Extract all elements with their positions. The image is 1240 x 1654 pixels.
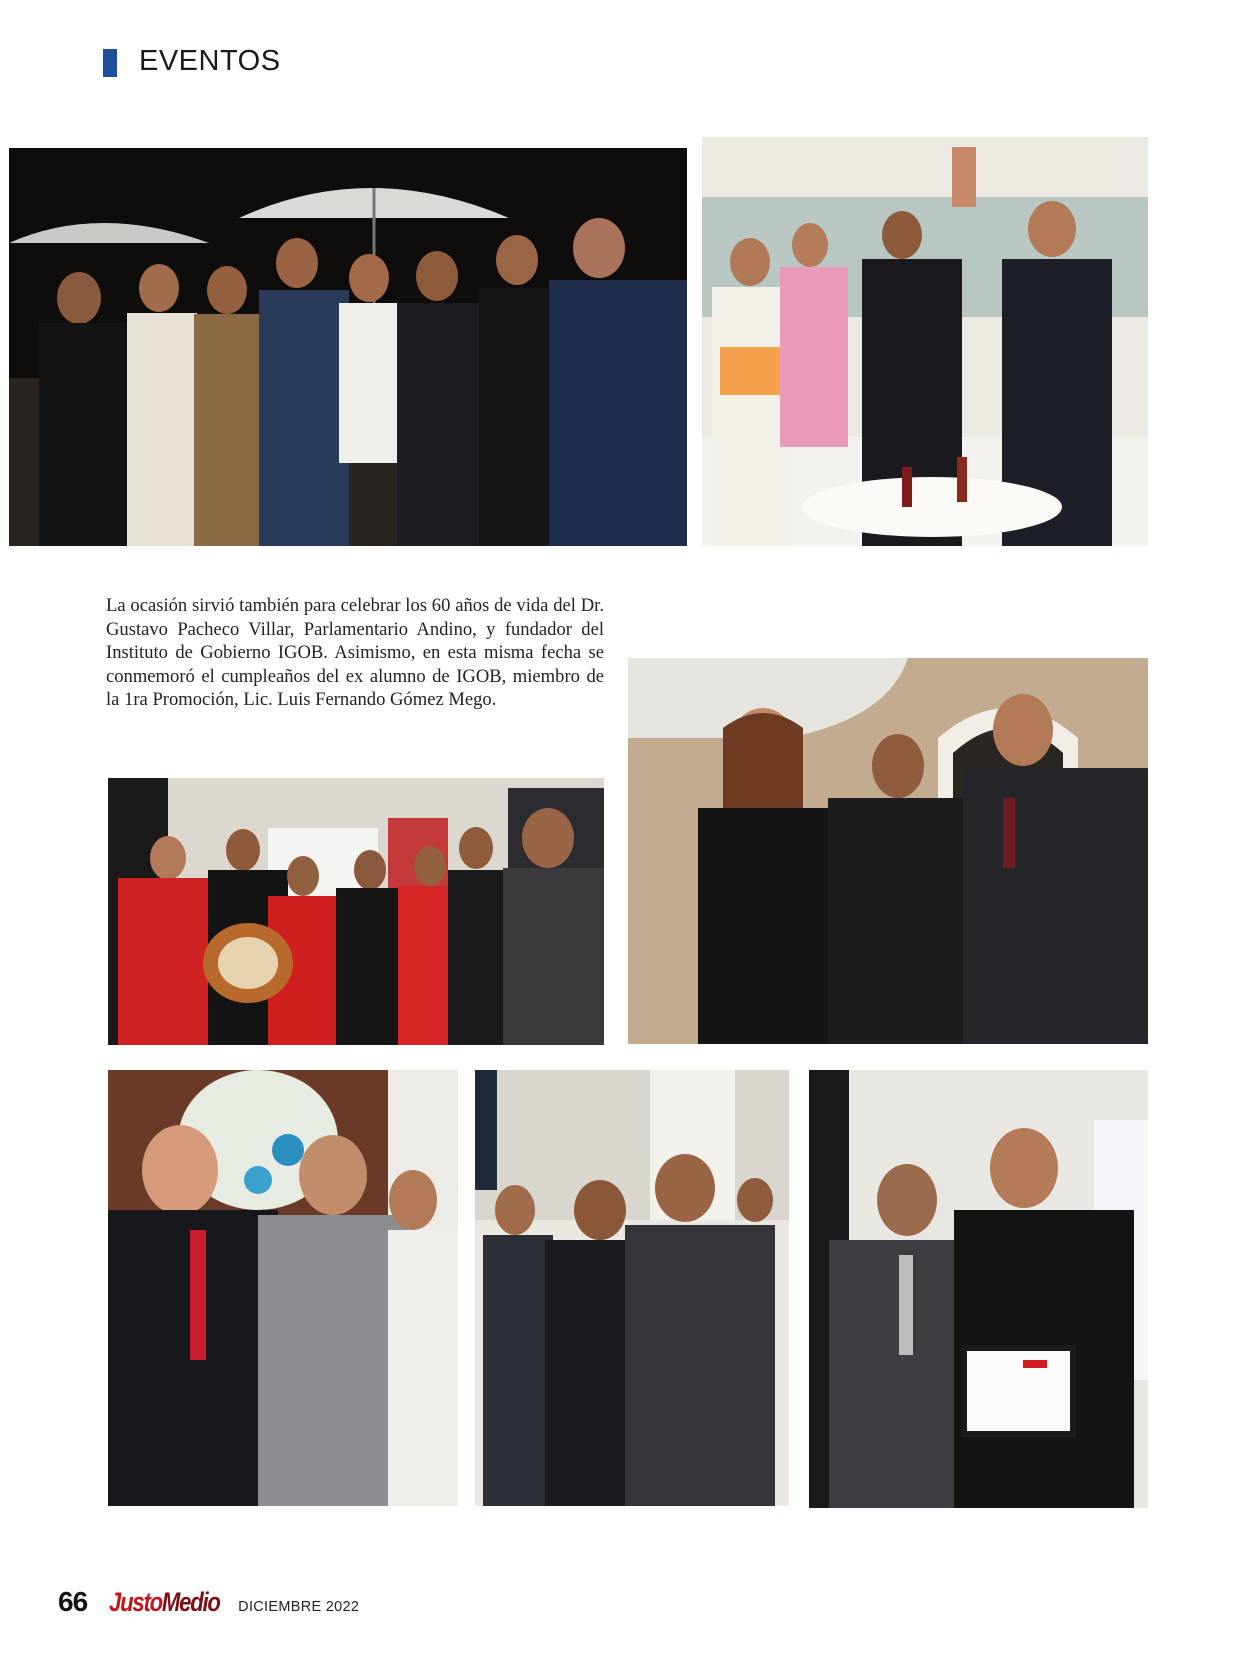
photo-three-people-flowers <box>108 1070 458 1506</box>
section-accent-bar <box>103 49 117 77</box>
issue-date: DICIEMBRE 2022 <box>238 1599 360 1615</box>
section-title: EVENTOS <box>139 45 281 77</box>
photo-group-night-terrace <box>9 148 687 546</box>
magazine-logo-part2: Medio <box>162 1587 220 1617</box>
photo-celebration-cake <box>702 137 1148 546</box>
photo-musicians <box>108 778 604 1045</box>
photo-certificate-presentation <box>809 1070 1148 1508</box>
magazine-logo-part1: Justo <box>109 1587 163 1617</box>
article-caption: La ocasión sirvió también para celebrar los 60 años de vida del Dr. Gustavo Pacheco Villar, Parlamentario Andino, y fundador del Instituto de Gobierno IGOB. Asimismo, en esta misma fecha se conmemoró el cumpleaños del ex alumno de IGOB, miembro de la 1ra Promoción, Lic. Luis Fernando Gómez Mego. <box>106 595 604 711</box>
photo-four-men-suits <box>475 1070 789 1506</box>
magazine-logo <box>109 1587 220 1618</box>
page-footer <box>58 1586 359 1622</box>
photo-three-people-indoors <box>628 658 1148 1044</box>
page-number: 66 <box>58 1586 88 1617</box>
